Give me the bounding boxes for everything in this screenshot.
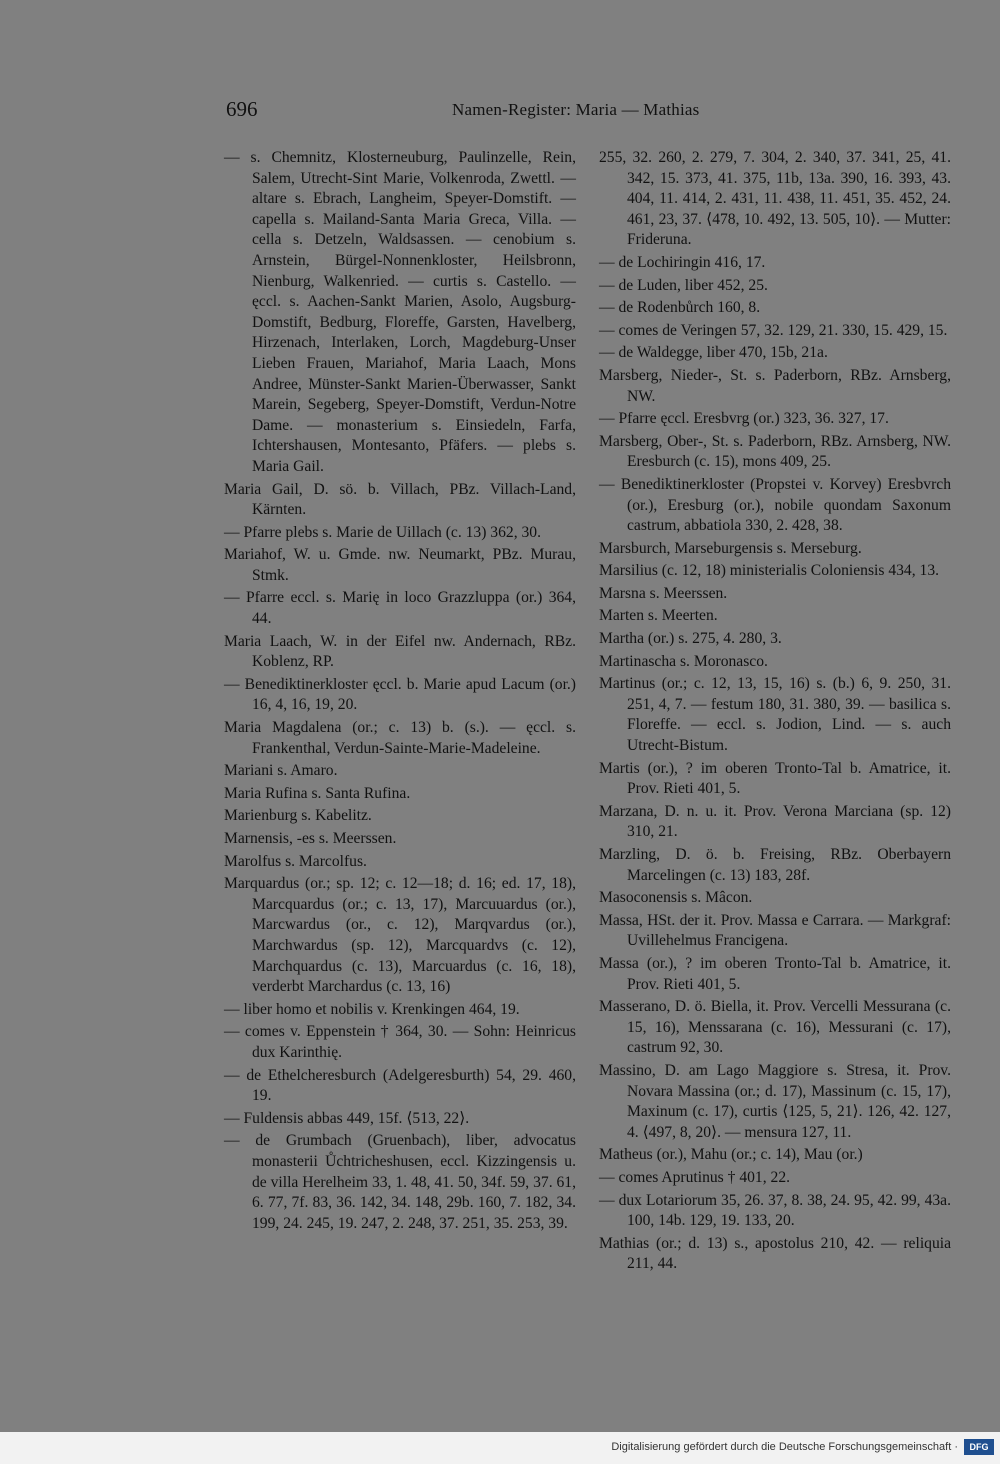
index-entry: Martha (or.) s. 275, 4. 280, 3. xyxy=(599,630,782,648)
index-entry: Massa (or.), ? im oberen Tronto-Tal b. Amatrice, it. Prov. Rieti 401, 5. xyxy=(599,954,951,993)
left-column xyxy=(224,148,576,1236)
footer-bar xyxy=(0,1432,1000,1464)
index-entry: Matheus (or.), Mahu (or.; c. 14), Mau (or.) xyxy=(599,1146,863,1164)
index-entry: Mariahof, W. u. Gmde. nw. Neumarkt, PBz. Murau, Stmk. xyxy=(224,546,576,584)
index-entry: Marzana, D. n. u. it. Prov. Verona Marciana (sp. 12) 310, 21. xyxy=(599,802,951,841)
index-entry: — Benediktinerkloster (Propstei v. Korvey) Eresbvrch (or.), Eresburg (or.), nobile quondam Saxonum castrum, abbatiola 330, 2. 428, 38. xyxy=(599,475,951,535)
index-entry: — de Waldegge, liber 470, 15b, 21a. xyxy=(599,344,828,362)
index-entry: — de Ethelcheresburch (Adelgeresburth) 54, 29. 460, 19. xyxy=(224,1066,576,1105)
index-entry: Marten s. Meerten. xyxy=(599,607,718,625)
index-entry: — de Luden, liber 452, 25. xyxy=(599,276,768,294)
index-entry: Mathias (or.; d. 13) s., apostolus 210, 42. — reliquia 211, 44. xyxy=(599,1234,951,1273)
index-entry: — Fuldensis abbas 449, 15f. ⟨513, 22⟩. xyxy=(224,1109,470,1127)
index-entry: Marsna s. Meerssen. xyxy=(599,584,728,602)
index-entry: — Benediktinerkloster ęccl. b. Marie apud Lacum (or.) 16, 4, 16, 19, 20. xyxy=(224,675,576,714)
index-entry: 255, 32. 260, 2. 279, 7. 304, 2. 340, 37. 341, 25, 41. 342, 15. 373, 41. 375, 11b, 13a. 390, 16. 393, 43. 404, 11. 414, 2. 431, 11. 438, 11. 451, 35. 452, 24. 461, 23, 37. ⟨478, 10. 492, 13. 505, 10⟩. — Mutter: Frideruna. xyxy=(599,149,951,249)
index-entry: Maria Magdalena (or.; c. 13) b. (s.). — ęccl. s. Frankenthal, Verdun-Sainte-Marie-Madeleine. xyxy=(224,719,576,757)
index-entry: — de Rodenbůrch 160, 8. xyxy=(599,299,761,317)
index-entry: — s. Chemnitz, Klosterneuburg, Paulinzelle, Rein, Salem, Utrecht-Sint Marie, Volkenroda, Zwettl. — altare s. Ebrach, Langheim, Speyer-Domstift. — capella s. Mailand-Santa Maria Greca, Villa. — cella s. Detzeln, Waldsassen. — cenobium s. Arnstein, Bürgel-Nonnenkloster, Heilsbronn, Nienburg, Walkenried. — curtis s. Castello. — ęccl. s. Aachen-Sankt Marien, Asolo, Augsburg-Domstift, Bedburg, Floreffe, Garsten, Havelberg, Hirzenach, Interlaken, Lorch, Magdeburg-Unser Lieben Frauen, Mariahof, Maria Laach, Mons Andree, Münster-Sankt Marien-Überwasser, Sankt Marein, Segeberg, Speyer-Domstift, Verdun-Notre Dame. — monasterium s. Einsiedeln, Farfa, Ichtershausen, Montesanto, Pfäfers. — plebs s. Maria Gail. xyxy=(224,149,576,475)
index-entry: Martinus (or.; c. 12, 13, 15, 16) s. (b.) 6, 9. 250, 31. 251, 4, 7. — festum 180, 31. 380, 39. — basilica s. Floreffe. — eccl. s. Jodion, Lind. — s. auch Utrecht-Bistum. xyxy=(599,675,951,755)
index-entry: — de Lochiringin 416, 17. xyxy=(599,253,766,271)
dfg-logo: DFG xyxy=(964,1439,994,1455)
index-entry: — comes v. Eppenstein † 364, 30. — Sohn: Heinricus dux Karinthię. xyxy=(224,1023,576,1061)
index-entry: Marquardus (or.; sp. 12; c. 12—18; d. 16; ed. 17, 18), Marcquardus (or.; c. 13, 17), Marcuuardus (or.), Marcwardus (or., c. 12), Marqvardus (or.), Marchwardus (sp. 12), Marcquardvs (c. 12), Marchquardus (c. 13), Marcuardus (c. 16, 18), verderbt Marchardus (c. 13, 16) xyxy=(224,875,576,996)
index-entry: — dux Lotariorum 35, 26. 37, 8. 38, 24. 95, 42. 99, 43a. 100, 14b. 129, 19. 133, 20. xyxy=(599,1191,951,1230)
index-entry: Masserano, D. ö. Biella, it. Prov. Vercelli Messurana (c. 15, 16), Menssarana (c. 16), Messurani (c. 17), castrum 92, 30. xyxy=(599,998,951,1057)
index-entry: — liber homo et nobilis v. Krenkingen 464, 19. xyxy=(224,1000,520,1018)
index-entry: Maria Rufina s. Santa Rufina. xyxy=(224,784,411,802)
index-entry: Marnensis, -es s. Meerssen. xyxy=(224,830,397,847)
index-entry: Masoconensis s. Mâcon. xyxy=(599,889,753,907)
index-entry: Marienburg s. Kabelitz. xyxy=(224,807,372,825)
running-head: Namen-Register: Maria — Mathias xyxy=(452,100,700,119)
index-entry: — Pfarre plebs s. Marie de Uillach (c. 13) 362, 30. xyxy=(224,523,541,541)
index-entry: Marzling, D. ö. b. Freising, RBz. Oberbayern Marcelingen (c. 13) 183, 28f. xyxy=(599,846,951,884)
index-entry: Marsburch, Marseburgensis s. Merseburg. xyxy=(599,539,862,557)
index-entry: Maria Laach, W. in der Eifel nw. Andernach, RBz. Koblenz, RP. xyxy=(224,632,576,671)
funding-notice: Digitalisierung gefördert durch die Deutsche Forschungsgemeinschaft · xyxy=(611,1441,958,1453)
index-entry: Mariani s. Amaro. xyxy=(224,762,338,780)
index-entry: — de Grumbach (Gruenbach), liber, advocatus monasterii Ůchtricheshusen, eccl. Kizzingensis u. de villa Herelheim 33, 1. 48, 41. 50, 34f. 59, 37. 61, 6. 77, 7f. 83, 36. 142, 34. 148, 29b. 160, 7. 182, 34. 199, 24. 245, 19. 247, 2. 248, 37. 251, 35. 253, 39. xyxy=(224,1132,576,1232)
index-entry: — Pfarre ęccl. Eresbvrg (or.) 323, 36. 327, 17. xyxy=(599,410,889,428)
index-entry: — comes Aprutinus † 401, 22. xyxy=(599,1168,791,1186)
index-entry: Massino, D. am Lago Maggiore s. Stresa, it. Prov. Novara Massina (or.; d. 17), Massinum (c. 15, 17), Maxinum (c. 17), curtis ⟨125, 5, 21⟩. 126, 42. 127, 4. ⟨497, 8, 20⟩. — mensura 127, 11. xyxy=(599,1061,951,1141)
index-entry: Maria Gail, D. sö. b. Villach, PBz. Villach-Land, Kärnten. xyxy=(224,480,576,519)
page-number: 696 xyxy=(226,97,258,121)
index-entry: Marsilius (c. 12, 18) ministerialis Coloniensis 434, 13. xyxy=(599,562,940,580)
right-column xyxy=(599,148,951,1277)
index-entry: — comes de Veringen 57, 32. 129, 21. 330, 15. 429, 15. xyxy=(599,321,948,339)
index-entry: Marolfus s. Marcolfus. xyxy=(224,852,367,870)
index-entry: Martinascha s. Moronasco. xyxy=(599,652,768,670)
index-entry: Marsberg, Nieder-, St. s. Paderborn, RBz. Arnsberg, NW. xyxy=(599,366,951,405)
index-entry: — Pfarre eccl. s. Marię in loco Grazzluppa (or.) 364, 44. xyxy=(224,589,576,628)
index-entry: Marsberg, Ober-, St. s. Paderborn, RBz. Arnsberg, NW. Eresburch (c. 15), mons 409, 25. xyxy=(599,432,951,471)
index-entry: Massa, HSt. der it. Prov. Massa e Carrara. — Markgraf: Uvillehelmus Francigena. xyxy=(599,911,951,950)
index-entry: Martis (or.), ? im oberen Tronto-Tal b. Amatrice, it. Prov. Rieti 401, 5. xyxy=(599,759,951,798)
